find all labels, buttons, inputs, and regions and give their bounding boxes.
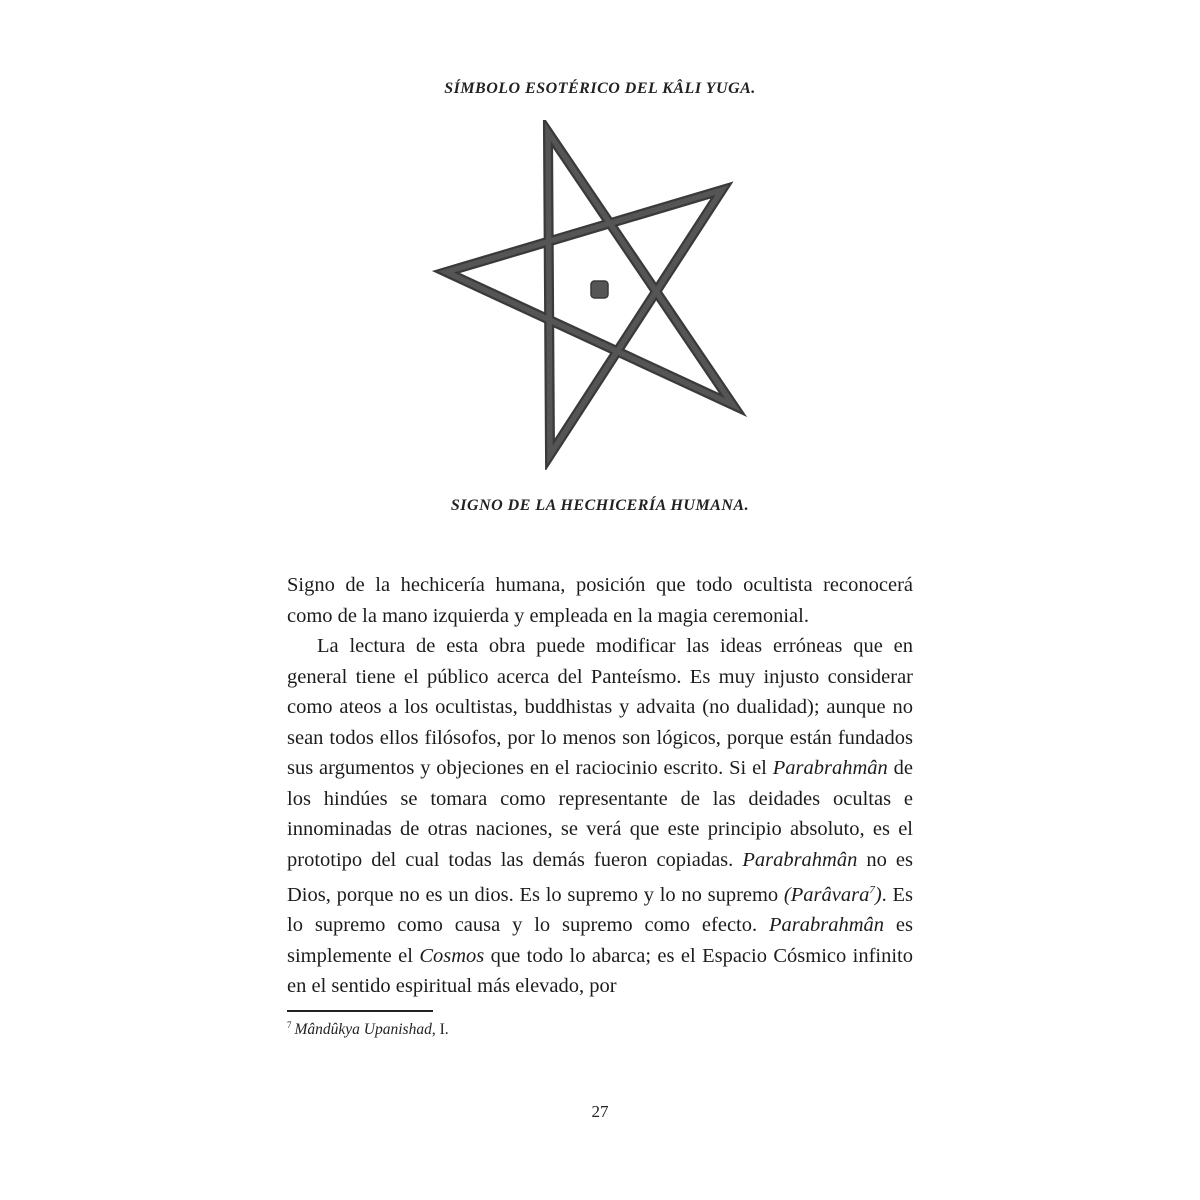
page-number: 27 bbox=[591, 1102, 609, 1121]
pentagram-icon bbox=[430, 120, 750, 470]
footnote-ref[interactable]: 7 bbox=[869, 884, 875, 896]
cosmos-term: Cosmos bbox=[419, 944, 485, 967]
paragraph-2-part-3: no es Dios, porque no es un dios. Es lo supremo y lo no supremo bbox=[287, 848, 914, 906]
paragraph-2-part-1: La lectura de esta obra puede modificar las ideas erróneas que en general tiene el público acerca del Panteísmo. Es muy injusto considerar como ateos a los ocultistas, buddhistas y advaita (no dualidad); aunque no sean todos ellos filósofos, por lo menos son lógicos, porque están fundados sus argumentos y objeciones en el raciocinio escrito. Si el bbox=[287, 635, 913, 779]
parabrahman-term-3: Parabrahmân bbox=[769, 914, 885, 937]
footnote-divider bbox=[287, 1010, 433, 1012]
footnote-suffix: , I. bbox=[431, 1021, 449, 1039]
footnote-number: 7 bbox=[287, 1020, 292, 1030]
sign-heading: SIGNO DE LA HECHICERÍA HUMANA. bbox=[450, 497, 750, 514]
star-inner bbox=[446, 132, 733, 455]
paravara-term bbox=[784, 884, 882, 906]
pentagram-figure bbox=[430, 120, 750, 470]
parabrahman-term-1: Parabrahmân bbox=[772, 757, 888, 779]
paragraph-1: Signo de la hechicería humana, posición que todo ocultista reconocerá como de la mano izquierda y empleada en la magia ceremonial. bbox=[287, 574, 913, 627]
footnote bbox=[287, 1020, 449, 1039]
paravara-close: ) bbox=[874, 883, 882, 906]
star-center-dot bbox=[591, 281, 608, 298]
paragraph-2-part-5: es simplemente el bbox=[287, 914, 913, 967]
paragraph-2 bbox=[287, 631, 913, 1002]
parabrahman-term-2: Parabrahmân bbox=[742, 848, 858, 871]
body-text bbox=[287, 570, 913, 1002]
paragraph-2-part-6: que todo lo abarca; es el Espacio Cósmico infinito en el sentido espiritual más elevado, por bbox=[287, 944, 913, 998]
footnote-title: Mândûkya Upanishad bbox=[294, 1021, 432, 1039]
paravara-text: (Parâvara bbox=[783, 883, 870, 906]
paragraph-2-part-2: de los hindúes se tomara como representante de las deidades ocultas e innominadas de otras naciones, se verá que este principio absoluto, es el prototipo del cual todas las demás fueron copiadas. bbox=[287, 757, 913, 871]
symbol-heading: SÍMBOLO ESOTÉRICO DEL KÂLI YUGA. bbox=[444, 80, 756, 97]
paragraph-2-part-4: . Es lo supremo como causa y lo supremo como efecto. bbox=[287, 883, 914, 937]
